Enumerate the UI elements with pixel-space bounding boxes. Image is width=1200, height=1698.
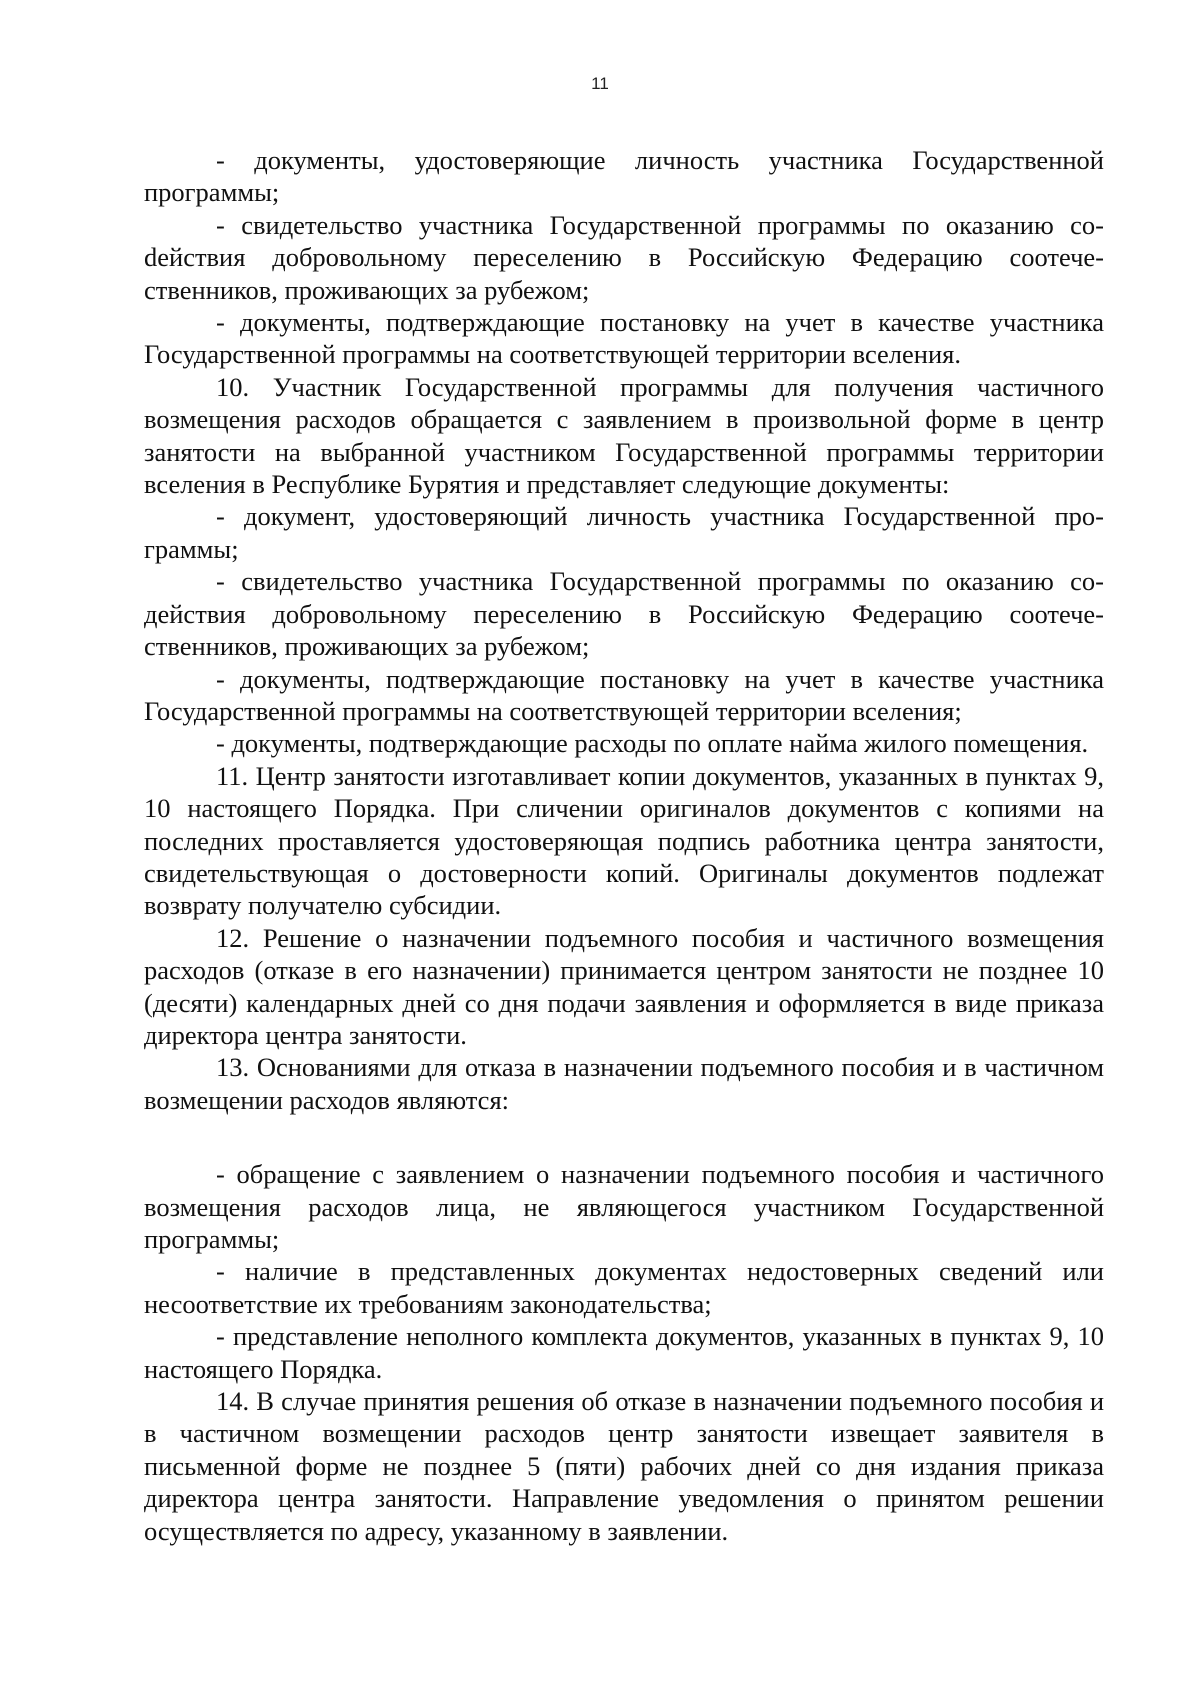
paragraph: - наличие в представленных документах недостоверных сведений или несоответствие их требованиям законодательства;	[144, 1256, 1104, 1319]
paragraph: 11. Центр занятости изготавливает копии документов, указанных в пунктах 9, 10 настоящего Порядка. При сличении оригиналов документов с копиями на последних проставляется удостоверяющая подпись работника центра занятости, свидетельствующая о достоверности копий. Оригиналы документов подлежат возврату получателю субсидии.	[144, 760, 1104, 921]
page-number: 11	[591, 74, 609, 93]
paragraph: - представление неполного комплекта документов, указанных в пунктах 9, 10 настоящего Порядка.	[144, 1321, 1104, 1384]
paragraph: - документы, подтверждающие постановку на учет в качестве участника Государственной программы на соответствующей территории вселения;	[144, 663, 1104, 726]
paragraph: 12. Решение о назначении подъемного пособия и частичного возмещения расходов (отказе в его назначении) принимается центром занятости не позднее 10 (десяти) календарных дней со дня подачи заявления и оформляется в виде приказа директора центра занятости.	[144, 922, 1104, 1050]
paragraph: - документы, подтверждающие постановку на учет в качестве участника Государственной программы на соответствующей территории вселения.	[144, 307, 1104, 370]
paragraph: - обращение с заявлением о назначении подъемного пособия и частичного возмещения расходов лица, не являющегося участником Государственной программы;	[144, 1159, 1104, 1254]
paragraph: 14. В случае принятия решения об отказе в назначении подъемного пособия и в частичном возмещении расходов центр занятости извещает заявителя в письменной форме не позднее 5 (пяти) рабочих дней со дня издания приказа директора центра занятости. Направление уведомления о принятом решении осуществляется по адресу, указанному в заявлении.	[144, 1386, 1104, 1546]
paragraph: - свидетельство участника Государственной программы по оказанию соdействия добровольному переселению в Российскую Федерацию соотечественников, проживающих за рубежом;	[144, 209, 1104, 305]
paragraph: - свидетельство участника Государственной программы по оказанию содействия добровольному переселению в Российскую Федерацию соотечественников, проживающих за рубежом;	[144, 566, 1104, 662]
paragraph: - документы, подтверждающие расходы по оплате найма жилого помещения.	[216, 728, 1089, 759]
paragraph: - документы, удостоверяющие личность участника Государственной программы;	[144, 145, 1104, 208]
paragraph: - документ, удостоверяющий личность участника Государственной программы;	[144, 501, 1104, 564]
paragraph: 13. Основаниями для отказа в назначении подъемного пособия и в частичном возмещении расходов являются:	[144, 1052, 1104, 1115]
paragraph: 10. Участник Государственной программы для получения частичного возмещения расходов обращается с заявлением в произвольной форме в центр занятости на выбранной участником Государственной программы территории вселения в Республике Бурятия и представляет следующие документы:	[144, 371, 1104, 500]
document-body	[144, 144, 1104, 1547]
